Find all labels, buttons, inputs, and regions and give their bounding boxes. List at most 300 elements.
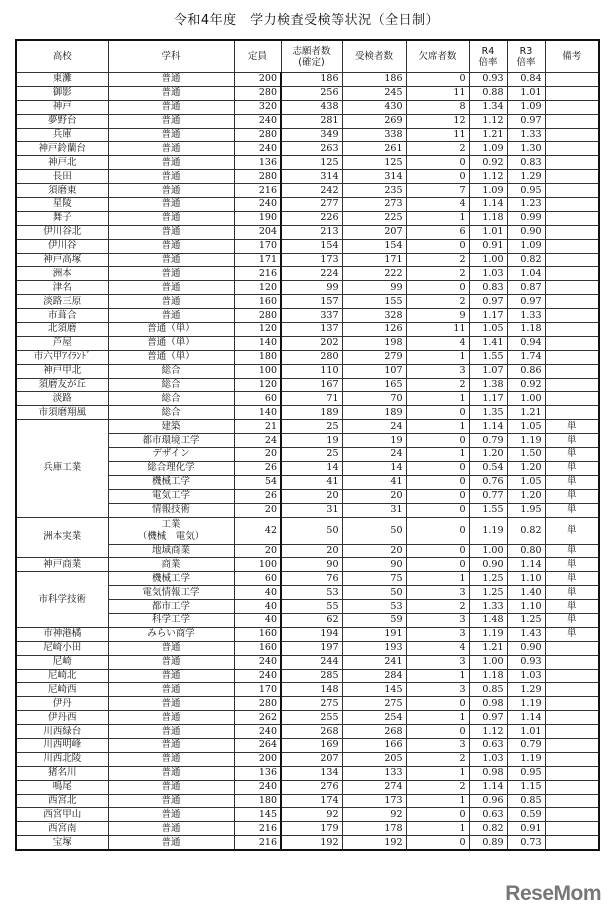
absentees-cell: 0 [406, 808, 469, 822]
header-r4-ratio: R4 倍率 [469, 40, 507, 73]
r4-ratio-cell: 0.98 [469, 697, 507, 711]
school-cell: 西宮甲山 [16, 808, 108, 822]
table-row [16, 683, 599, 697]
examinees-cell: 279 [342, 350, 406, 364]
absentees-cell: 0 [406, 544, 469, 558]
applicants-cell: 268 [281, 725, 342, 739]
table-row [16, 752, 599, 766]
notes-cell: 単 [545, 475, 599, 489]
r4-ratio-cell: 1.21 [469, 128, 507, 142]
capacity-cell: 216 [234, 836, 281, 850]
notes-cell: 単 [545, 461, 599, 475]
table-row [16, 572, 599, 586]
applicants-cell: 226 [281, 211, 342, 225]
examinees-cell: 154 [342, 239, 406, 253]
department-cell: 普通 [108, 295, 234, 309]
absentees-cell: 0 [406, 281, 469, 295]
r4-ratio-cell: 1.03 [469, 267, 507, 281]
school-cell: 伊丹 [16, 697, 108, 711]
capacity-cell: 24 [234, 434, 281, 448]
examinees-cell: 314 [342, 170, 406, 184]
r4-ratio-cell: 1.18 [469, 669, 507, 683]
r3-ratio-cell: 0.93 [507, 655, 545, 669]
r4-ratio-cell: 1.03 [469, 752, 507, 766]
school-cell: 東灘 [16, 73, 108, 87]
r4-ratio-cell: 0.88 [469, 86, 507, 100]
exam-status-table [15, 39, 600, 851]
applicants-cell: 110 [281, 364, 342, 378]
notes-cell [545, 711, 599, 725]
r3-ratio-cell: 0.84 [507, 73, 545, 87]
r4-ratio-cell: 1.34 [469, 100, 507, 114]
capacity-cell: 264 [234, 738, 281, 752]
examinees-cell: 192 [342, 836, 406, 850]
absentees-cell: 3 [406, 655, 469, 669]
examinees-cell: 20 [342, 544, 406, 558]
examinees-cell: 222 [342, 267, 406, 281]
absentees-cell: 2 [406, 253, 469, 267]
capacity-cell: 60 [234, 392, 281, 406]
capacity-cell: 204 [234, 225, 281, 239]
examinees-cell: 254 [342, 711, 406, 725]
absentees-cell: 1 [406, 420, 469, 434]
table-row [16, 378, 599, 392]
applicants-cell: 148 [281, 683, 342, 697]
table-row [16, 336, 599, 350]
absentees-cell: 0 [406, 517, 469, 544]
capacity-cell: 280 [234, 128, 281, 142]
department-cell: 普通 [108, 655, 234, 669]
department-cell: 普通 [108, 669, 234, 683]
notes-cell [545, 128, 599, 142]
school-cell: 津名 [16, 281, 108, 295]
capacity-cell: 160 [234, 641, 281, 655]
department-cell: 普通（単） [108, 350, 234, 364]
capacity-cell: 40 [234, 613, 281, 627]
notes-cell: 単 [545, 613, 599, 627]
capacity-cell: 20 [234, 544, 281, 558]
r4-ratio-cell: 0.92 [469, 156, 507, 170]
r3-ratio-cell: 0.80 [507, 544, 545, 558]
department-cell: 普通 [108, 641, 234, 655]
examinees-cell: 31 [342, 503, 406, 517]
applicants-cell: 280 [281, 350, 342, 364]
department-cell: 普通 [108, 725, 234, 739]
absentees-cell: 6 [406, 225, 469, 239]
r3-ratio-cell: 0.79 [507, 738, 545, 752]
absentees-cell: 11 [406, 128, 469, 142]
school-cell: 尼崎西 [16, 683, 108, 697]
r4-ratio-cell: 1.20 [469, 448, 507, 462]
examinees-cell: 166 [342, 738, 406, 752]
department-cell: 普通 [108, 780, 234, 794]
r4-ratio-cell: 1.09 [469, 142, 507, 156]
absentees-cell: 0 [406, 558, 469, 572]
r4-ratio-cell: 1.17 [469, 309, 507, 323]
r4-ratio-cell: 1.19 [469, 627, 507, 641]
school-cell: 夢野台 [16, 114, 108, 128]
notes-cell [545, 655, 599, 669]
school-cell: 尼崎 [16, 655, 108, 669]
examinees-cell: 165 [342, 378, 406, 392]
table-row [16, 669, 599, 683]
r4-ratio-cell: 0.77 [469, 489, 507, 503]
r4-ratio-cell: 0.82 [469, 822, 507, 836]
examinees-cell: 269 [342, 114, 406, 128]
notes-cell [545, 378, 599, 392]
school-cell: 星陵 [16, 198, 108, 212]
department-cell: みらい商学 [108, 627, 234, 641]
notes-cell [545, 100, 599, 114]
r4-ratio-cell: 0.91 [469, 239, 507, 253]
applicants-cell: 197 [281, 641, 342, 655]
absentees-cell: 1 [406, 211, 469, 225]
r3-ratio-cell: 1.15 [507, 780, 545, 794]
school-cell: 神戸高塚 [16, 253, 108, 267]
absentees-cell: 0 [406, 697, 469, 711]
r4-ratio-cell: 0.76 [469, 475, 507, 489]
school-cell: 兵庫工業 [16, 420, 108, 517]
examinees-cell: 207 [342, 225, 406, 239]
absentees-cell: 1 [406, 794, 469, 808]
r3-ratio-cell: 0.86 [507, 364, 545, 378]
department-cell: 普通 [108, 86, 234, 100]
examinees-cell: 19 [342, 434, 406, 448]
department-cell: 普通 [108, 156, 234, 170]
capacity-cell: 180 [234, 350, 281, 364]
absentees-cell: 9 [406, 309, 469, 323]
examinees-cell: 241 [342, 655, 406, 669]
notes-cell [545, 697, 599, 711]
capacity-cell: 200 [234, 73, 281, 87]
examinees-cell: 75 [342, 572, 406, 586]
department-cell: 普通 [108, 822, 234, 836]
r3-ratio-cell: 1.19 [507, 697, 545, 711]
school-cell: 市科学技術 [16, 572, 108, 628]
notes-cell [545, 156, 599, 170]
applicants-cell: 189 [281, 406, 342, 420]
r3-ratio-cell: 1.43 [507, 627, 545, 641]
school-cell: 神戸商業 [16, 558, 108, 572]
table-row [16, 114, 599, 128]
absentees-cell: 0 [406, 461, 469, 475]
department-cell: 総合 [108, 378, 234, 392]
absentees-cell: 1 [406, 822, 469, 836]
examinees-cell: 186 [342, 73, 406, 87]
examinees-cell: 171 [342, 253, 406, 267]
r4-ratio-cell: 1.35 [469, 406, 507, 420]
notes-cell [545, 114, 599, 128]
department-cell: 普通 [108, 281, 234, 295]
examinees-cell: 205 [342, 752, 406, 766]
table-row [16, 198, 599, 212]
notes-cell [545, 239, 599, 253]
department-cell: 地域商業 [108, 544, 234, 558]
department-cell: 普通（単） [108, 323, 234, 337]
notes-cell [545, 309, 599, 323]
r4-ratio-cell: 1.18 [469, 211, 507, 225]
department-cell: 普通 [108, 114, 234, 128]
r3-ratio-cell: 1.29 [507, 683, 545, 697]
applicants-cell: 25 [281, 448, 342, 462]
capacity-cell: 190 [234, 211, 281, 225]
department-cell: 普通（単） [108, 336, 234, 350]
department-cell: 普通 [108, 100, 234, 114]
capacity-cell: 240 [234, 114, 281, 128]
examinees-cell: 133 [342, 766, 406, 780]
department-cell: 普通 [108, 683, 234, 697]
capacity-cell: 240 [234, 669, 281, 683]
r3-ratio-cell: 1.20 [507, 461, 545, 475]
capacity-cell: 120 [234, 323, 281, 337]
notes-cell [545, 281, 599, 295]
examinees-cell: 24 [342, 420, 406, 434]
absentees-cell: 2 [406, 752, 469, 766]
applicants-cell: 62 [281, 613, 342, 627]
applicants-cell: 285 [281, 669, 342, 683]
r3-ratio-cell: 1.19 [507, 434, 545, 448]
examinees-cell: 126 [342, 323, 406, 337]
header-notes: 備考 [545, 40, 599, 73]
examinees-cell: 155 [342, 295, 406, 309]
absentees-cell: 0 [406, 503, 469, 517]
notes-cell: 単 [545, 517, 599, 544]
department-cell: 普通 [108, 198, 234, 212]
applicants-cell: 20 [281, 489, 342, 503]
absentees-cell: 4 [406, 198, 469, 212]
table-row [16, 725, 599, 739]
school-cell: 須磨友が丘 [16, 378, 108, 392]
notes-cell [545, 253, 599, 267]
department-cell: 普通 [108, 211, 234, 225]
capacity-cell: 170 [234, 683, 281, 697]
department-cell: 普通 [108, 738, 234, 752]
page-title: 令和4年度 学力検査受検等状況（全日制） [173, 13, 440, 28]
r3-ratio-cell: 0.94 [507, 336, 545, 350]
table-row [16, 836, 599, 850]
applicants-cell: 242 [281, 184, 342, 198]
department-cell: 普通 [108, 184, 234, 198]
table-row [16, 253, 599, 267]
resemom-logo: ReseMom [505, 882, 601, 905]
notes-cell [545, 641, 599, 655]
r3-ratio-cell: 1.30 [507, 142, 545, 156]
header-absentees: 欠席者数 [406, 40, 469, 73]
school-cell: 伊川谷 [16, 239, 108, 253]
school-cell: 伊川谷北 [16, 225, 108, 239]
r3-ratio-cell: 1.18 [507, 323, 545, 337]
school-cell: 尼崎小田 [16, 641, 108, 655]
applicants-cell: 20 [281, 544, 342, 558]
department-cell: 科学工学 [108, 613, 234, 627]
notes-cell [545, 752, 599, 766]
table-row [16, 267, 599, 281]
department-cell: 機械工学 [108, 572, 234, 586]
applicants-cell: 173 [281, 253, 342, 267]
department-cell: 普通 [108, 752, 234, 766]
table-row [16, 517, 599, 544]
r3-ratio-cell: 0.95 [507, 184, 545, 198]
r4-ratio-cell: 0.63 [469, 738, 507, 752]
absentees-cell: 8 [406, 100, 469, 114]
department-cell: 普通 [108, 808, 234, 822]
absentees-cell: 0 [406, 434, 469, 448]
table-row [16, 766, 599, 780]
header-department: 学科 [108, 40, 234, 73]
table-row [16, 711, 599, 725]
notes-cell: 単 [545, 572, 599, 586]
capacity-cell: 216 [234, 267, 281, 281]
absentees-cell: 0 [406, 156, 469, 170]
applicants-cell: 276 [281, 780, 342, 794]
r3-ratio-cell: 1.33 [507, 309, 545, 323]
r3-ratio-cell: 1.14 [507, 558, 545, 572]
r3-ratio-cell: 1.01 [507, 86, 545, 100]
examinees-cell: 70 [342, 392, 406, 406]
r3-ratio-cell: 1.00 [507, 392, 545, 406]
school-cell: 神戸北 [16, 156, 108, 170]
department-cell: 普通 [108, 794, 234, 808]
applicants-cell: 99 [281, 281, 342, 295]
table-row [16, 627, 599, 641]
examinees-cell: 193 [342, 641, 406, 655]
r3-ratio-cell: 1.05 [507, 420, 545, 434]
table-row [16, 128, 599, 142]
school-cell: 西宮北 [16, 794, 108, 808]
school-cell: 市神港橘 [16, 627, 108, 641]
applicants-cell: 281 [281, 114, 342, 128]
notes-cell [545, 184, 599, 198]
school-cell: 兵庫 [16, 128, 108, 142]
applicants-cell: 31 [281, 503, 342, 517]
capacity-cell: 240 [234, 725, 281, 739]
notes-cell: 単 [545, 627, 599, 641]
examinees-cell: 173 [342, 794, 406, 808]
table-row [16, 420, 599, 434]
examinees-cell: 14 [342, 461, 406, 475]
absentees-cell: 2 [406, 142, 469, 156]
r3-ratio-cell: 1.74 [507, 350, 545, 364]
r4-ratio-cell: 0.63 [469, 808, 507, 822]
header-r3-ratio: R3 倍率 [507, 40, 545, 73]
school-cell: 須磨東 [16, 184, 108, 198]
applicants-cell: 192 [281, 836, 342, 850]
capacity-cell: 145 [234, 808, 281, 822]
notes-cell [545, 323, 599, 337]
table-row [16, 309, 599, 323]
table-row [16, 73, 599, 87]
r3-ratio-cell: 1.01 [507, 725, 545, 739]
applicants-cell: 169 [281, 738, 342, 752]
notes-cell: 単 [545, 544, 599, 558]
applicants-cell: 224 [281, 267, 342, 281]
school-cell: 神戸 [16, 100, 108, 114]
examinees-cell: 273 [342, 198, 406, 212]
notes-cell: 単 [545, 420, 599, 434]
r3-ratio-cell: 0.90 [507, 641, 545, 655]
capacity-cell: 20 [234, 503, 281, 517]
capacity-cell: 20 [234, 448, 281, 462]
department-cell: 普通 [108, 239, 234, 253]
capacity-cell: 216 [234, 822, 281, 836]
r3-ratio-cell: 1.95 [507, 503, 545, 517]
absentees-cell: 11 [406, 86, 469, 100]
department-cell: 普通 [108, 836, 234, 850]
school-cell: 洲本実業 [16, 517, 108, 558]
examinees-cell: 261 [342, 142, 406, 156]
table-row [16, 738, 599, 752]
applicants-cell: 41 [281, 475, 342, 489]
absentees-cell: 3 [406, 586, 469, 600]
r3-ratio-cell: 1.25 [507, 613, 545, 627]
r3-ratio-cell: 1.20 [507, 489, 545, 503]
school-cell: 淡路三原 [16, 295, 108, 309]
r3-ratio-cell: 0.91 [507, 822, 545, 836]
school-cell: 神戸鈴蘭台 [16, 142, 108, 156]
r4-ratio-cell: 1.00 [469, 655, 507, 669]
examinees-cell: 53 [342, 600, 406, 614]
applicants-cell: 244 [281, 655, 342, 669]
absentees-cell: 1 [406, 392, 469, 406]
absentees-cell: 1 [406, 448, 469, 462]
capacity-cell: 40 [234, 586, 281, 600]
department-cell: 普通 [108, 128, 234, 142]
applicants-cell: 337 [281, 309, 342, 323]
notes-cell [545, 822, 599, 836]
notes-cell [545, 295, 599, 309]
table-row [16, 100, 599, 114]
notes-cell [545, 392, 599, 406]
notes-cell [545, 73, 599, 87]
school-cell: 洲本 [16, 267, 108, 281]
applicants-cell: 349 [281, 128, 342, 142]
school-cell: 市六甲ｱｲﾗﾝﾄﾞ [16, 350, 108, 364]
table-row [16, 156, 599, 170]
examinees-cell: 50 [342, 586, 406, 600]
table-row [16, 281, 599, 295]
notes-cell [545, 86, 599, 100]
applicants-cell: 256 [281, 86, 342, 100]
capacity-cell: 120 [234, 281, 281, 295]
department-cell: 総合 [108, 364, 234, 378]
r3-ratio-cell: 1.05 [507, 475, 545, 489]
table-row [16, 323, 599, 337]
examinees-cell: 59 [342, 613, 406, 627]
notes-cell [545, 738, 599, 752]
r3-ratio-cell: 1.29 [507, 170, 545, 184]
examinees-cell: 235 [342, 184, 406, 198]
table-row [16, 86, 599, 100]
absentees-cell: 12 [406, 114, 469, 128]
capacity-cell: 280 [234, 309, 281, 323]
r4-ratio-cell: 0.93 [469, 73, 507, 87]
r3-ratio-cell: 0.73 [507, 836, 545, 850]
absentees-cell: 0 [406, 725, 469, 739]
department-cell: 普通 [108, 267, 234, 281]
notes-cell [545, 198, 599, 212]
department-cell: 総合理化学 [108, 461, 234, 475]
r3-ratio-cell: 0.99 [507, 211, 545, 225]
r4-ratio-cell: 1.00 [469, 544, 507, 558]
absentees-cell: 2 [406, 267, 469, 281]
r4-ratio-cell: 1.12 [469, 114, 507, 128]
table-row [16, 239, 599, 253]
examinees-cell: 99 [342, 281, 406, 295]
examinees-cell: 191 [342, 627, 406, 641]
r3-ratio-cell: 1.33 [507, 128, 545, 142]
notes-cell: 単 [545, 503, 599, 517]
notes-cell [545, 669, 599, 683]
